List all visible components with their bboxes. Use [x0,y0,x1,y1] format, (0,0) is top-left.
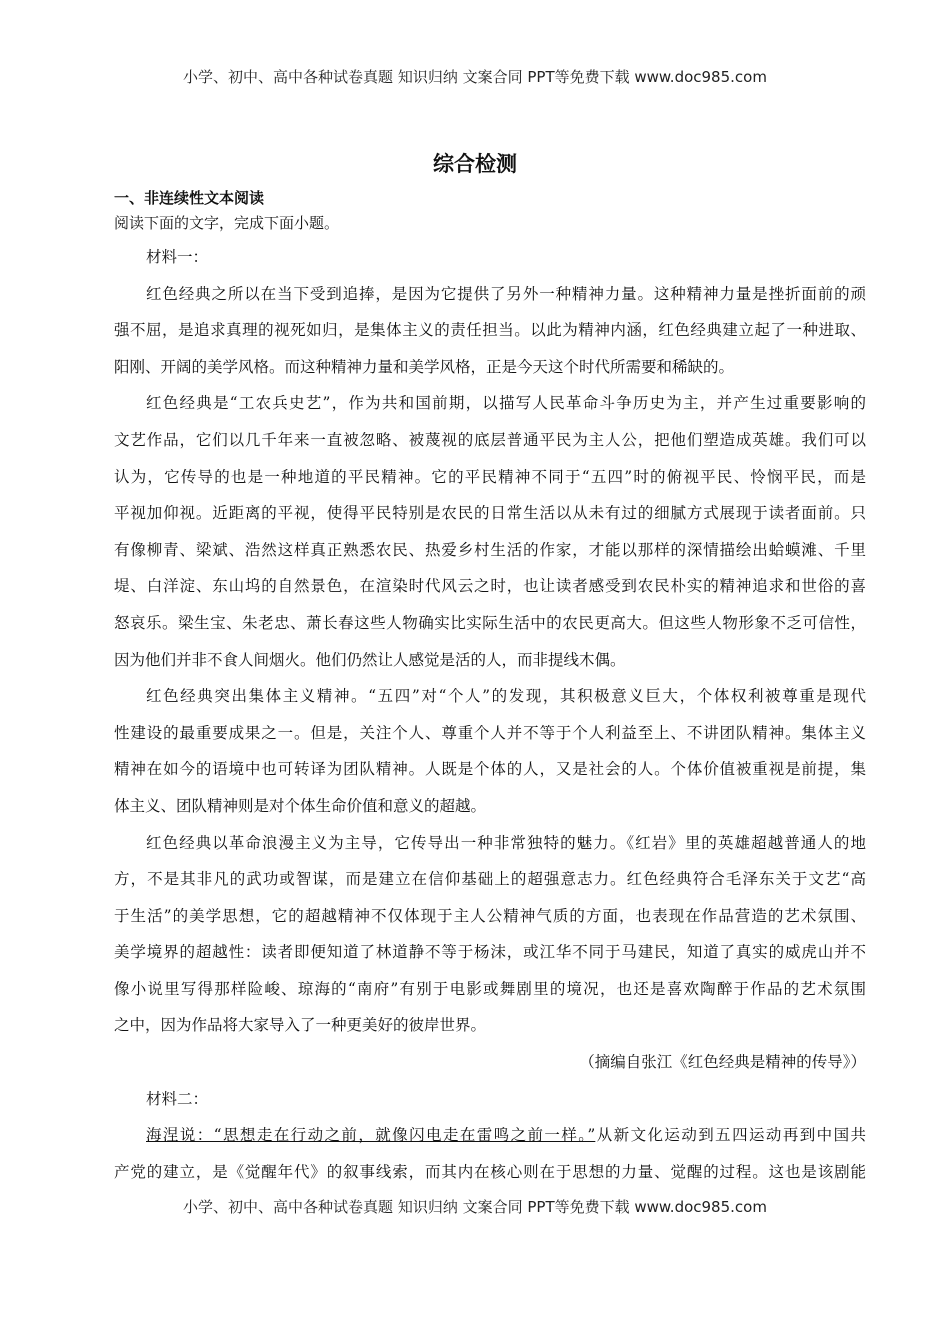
instruction: 阅读下面的文字，完成下面小题。 [114,214,340,232]
paragraph-line: 平视加仰视。近距离的平视，使得平民特别是农民的日常生活以从未有过的细腻方式展现于读者面前。只 [114,504,866,523]
paragraph-line: 阳刚、开阔的美学风格。而这种精神力量和美学风格，正是今天这个时代所需要和稀缺的。 [114,357,735,376]
paragraph-line: 怒哀乐。梁生宝、朱老忠、萧长春这些人物确实比实际生活中的农民更高大。但这些人物形象不乏可信性， [114,613,866,632]
paragraph [114,825,866,1045]
document-body [114,239,866,1190]
header-banner: 小学、初中、高中各种试卷真题 知识归纳 文案合同 PPT等免费下载 www.doc985.com [183,68,767,86]
heine-quote: 海涅说：“思想走在行动之前，就像闪电走在雷鸣之前一样。” [146,1126,596,1145]
paragraph-line: 精神在如今的语境中也可转译为团队精神。人既是个体的人，又是社会的人。个体价值被重视是前提，集 [114,760,866,779]
footer-banner: 小学、初中、高中各种试卷真题 知识归纳 文案合同 PPT等免费下载 www.doc985.com [183,1198,767,1216]
paragraph-line: 认为，它传导的也是一种地道的平民精神。它的平民精神不同于“五四”时的俯视平民、怜悯平民，而是 [114,467,866,486]
paragraph-line: 红色经典以革命浪漫主义为主导，它传导出一种非常独特的魅力。《红岩》里的英雄超越普通人的地 [146,833,866,852]
paragraph-line: 强不屈，是追求真理的视死如归，是集体主义的责任担当。以此为精神内涵，红色经典建立起了一种进取、 [114,321,866,340]
paragraph [114,276,866,386]
paragraph-line: 美学境界的超越性：读者即便知道了林道静不等于杨沫，或江华不同于马建民，知道了真实的威虎山并不 [114,943,866,962]
page-title: 综合检测 [433,152,517,176]
paragraph-line: 于生活”的美学思想，它的超越精神不仅体现于主人公精神气质的方面，也表现在作品营造的艺术氛围、 [114,906,866,925]
paragraph-line: 文艺作品，它们以几千年来一直被忽略、被蔑视的底层普通平民为主人公，把他们塑造成英雄。我们可以 [114,430,866,449]
paragraph-line: 像小说里写得那样险峻、琼海的“南府”有别于电影或舞剧里的境况，也还是喜欢陶醉于作品的艺术氛围 [114,979,866,998]
paragraph [114,385,866,678]
section-heading: 一、非连续性文本阅读 [114,189,265,207]
material2-text: 从新文化运动到五四运动再到中国共 [595,1126,866,1145]
paragraph-line: 红色经典突出集体主义精神。“五四”对“个人”的发现，其积极意义巨大，个体权利被尊重是现代 [146,687,866,706]
paragraph-line: 性建设的最重要成果之一。但是，关注个人、尊重个人并不等于个人利益至上、不讲团队精神。集体主义 [114,723,866,742]
paragraph-line: 之中，因为作品将大家导入了一种更美好的彼岸世界。 [114,1016,487,1035]
material1-paragraphs [114,276,866,1044]
paragraph-line: 因为他们并非不食人间烟火。他们仍然让人感觉是活的人，而非提线木偶。 [114,650,626,669]
paragraph-line: 红色经典之所以在当下受到追捧，是因为它提供了另外一种精神力量。这种精神力量是挫折面前的顽 [146,284,866,303]
material2-label: 材料二： [146,1089,209,1108]
material2-line: 产党的建立，是《觉醒年代》的叙事线索，而其内在核心则在于思想的力量、觉醒的过程。这也是该剧能 [114,1162,866,1181]
paragraph-line: 堤、白洋淀、东山坞的自然景色，在渲染时代风云之时，也让读者感受到农民朴实的精神追求和世俗的喜 [114,577,866,596]
paragraph-line: 红色经典是“工农兵史艺”，作为共和国前期，以描写人民革命斗争历史为主，并产生过重要影响的 [146,394,866,413]
paragraph-line: 方，不是其非凡的武功或智谋，而是建立在信仰基础上的超强意志力。红色经典符合毛泽东关于文艺“高 [114,870,866,889]
paragraph-line: 体主义、团队精神则是对个体生命价值和意义的超越。 [114,796,487,815]
paragraph-line: 有像柳青、梁斌、浩然这样真正熟悉农民、热爱乡村生活的作家，才能以那样的深情描绘出蛤蟆滩、千里 [114,540,866,559]
material2-line [114,1117,866,1154]
citation: （摘编自张江《红色经典是精神的传导》） [579,1053,866,1072]
material1-label: 材料一： [146,248,209,266]
paragraph [114,678,866,824]
